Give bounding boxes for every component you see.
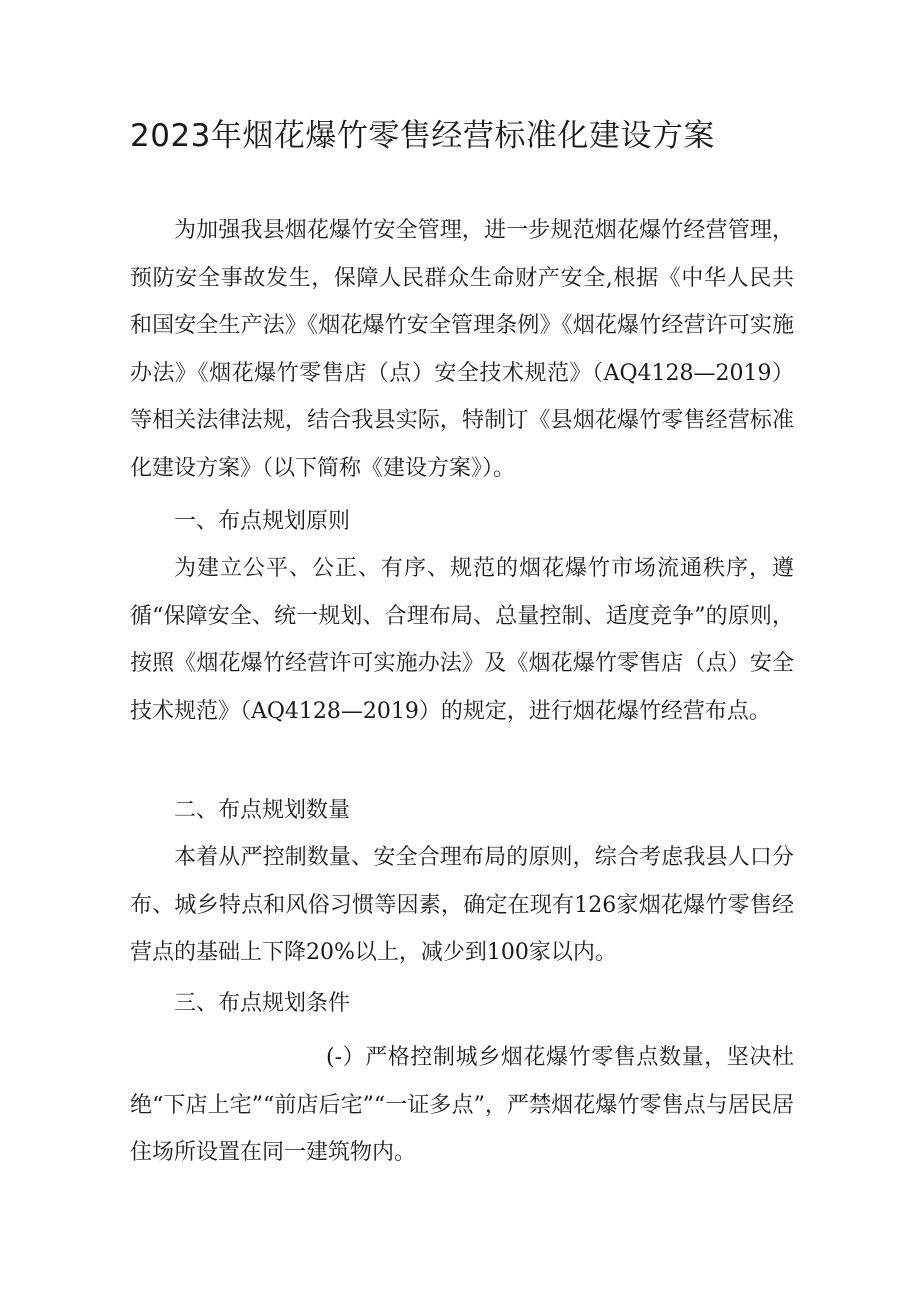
intro-paragraph: 为加强我县烟花爆竹安全管理，进一步规范烟花爆竹经营管理，预防安全事故发生，保障人民群众生命财产安全,根据《中华人民共和国安全生产法》《烟花爆竹安全管理条例》《烟花爆竹经营许可实施办法》《烟花爆竹零售店（点）安全技术规范》（AQ4128—2019）等相关法律法规，结合我县实际，特制订《县烟花爆竹零售经营标准化建设方案》（以下简称《建设方案》）。 xyxy=(130,218,794,481)
section-text-quantity: 本着从严控制数量、安全合理布局的原则，综合考虑我县人口分布、城乡特点和风俗习惯等因素，确定在现有126家烟花爆竹零售经营点的基础上下降20%以上，减少到100家以内。 xyxy=(130,845,794,965)
section-heading-principles: 一、布点规划原则 xyxy=(174,509,351,534)
section-text-principles: 为建立公平、公正、有序、规范的烟花爆竹市场流通秩序，遵循“保障安全、统一规划、合理布局、总量控制、适度竞争”的原则，按照《烟花爆竹经营许可实施办法》及《烟花爆竹零售店（点）安全技术规范》（AQ4128—2019）的规定，进行烟花爆竹经营布点。 xyxy=(130,556,794,724)
section-text-conditions: (-）严格控制城乡烟花爆竹零售点数量，坚决杜绝“下店上宅”“前店后宅”“一证多点”，严禁烟花爆竹零售点与居民居住场所设置在同一建筑物内。 xyxy=(130,1045,794,1165)
document-title: 2023年烟花爆竹零售经营标准化建设方案 xyxy=(130,118,715,154)
section-heading-conditions: 三、布点规划条件 xyxy=(174,991,351,1016)
section-heading-quantity: 二、布点规划数量 xyxy=(174,798,351,823)
